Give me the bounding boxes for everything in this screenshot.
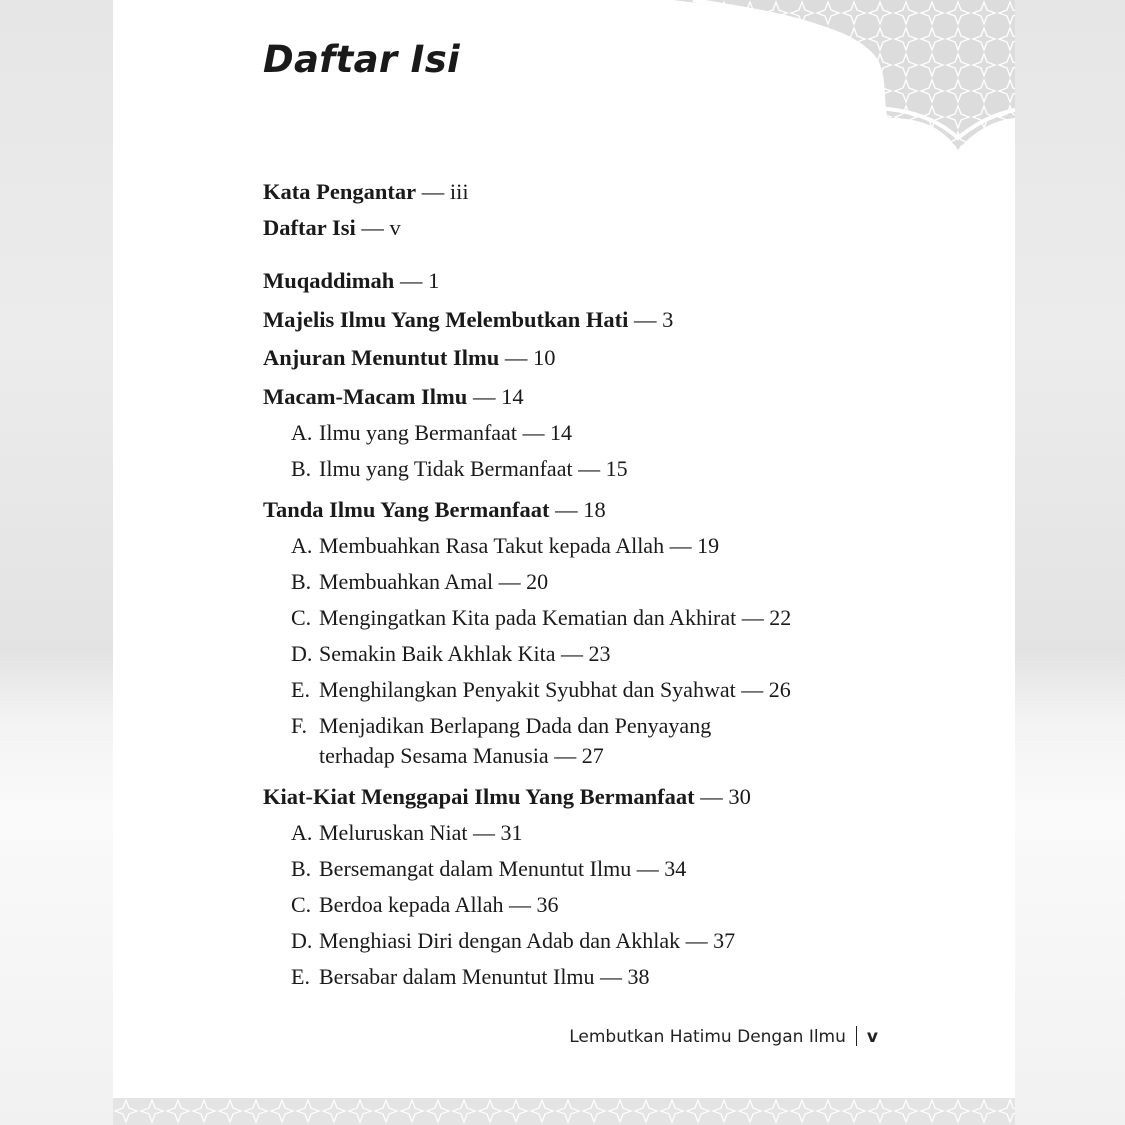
toc-subentry: B. Membuahkan Amal — 20 (291, 569, 549, 594)
toc-entry: Kata Pengantar — iii (263, 179, 469, 204)
toc-entry: Anjuran Menuntut Ilmu — 10 (263, 345, 556, 370)
toc-subentry: D. Semakin Baik Akhlak Kita — 23 (291, 641, 611, 666)
toc-subentry: A. Meluruskan Niat — 31 (291, 820, 523, 845)
toc-entry: Macam-Macam Ilmu — 14 (263, 384, 524, 409)
toc-subentry: C. Mengingatkan Kita pada Kematian dan Akhirat — 22 (291, 605, 792, 630)
toc-entry: Daftar Isi — v (263, 215, 401, 240)
toc-subentry: B. Bersemangat dalam Menuntut Ilmu — 34 (291, 856, 687, 881)
toc-subentry: B. Ilmu yang Tidak Bermanfaat — 15 (291, 456, 628, 481)
toc-subentry: E. Menghilangkan Penyakit Syubhat dan Syahwat — 26 (291, 677, 791, 702)
page-title: Daftar Isi (263, 38, 461, 81)
footer-book-title: Lembutkan Hatimu Dengan Ilmu (569, 1027, 846, 1047)
book-page (113, 0, 1015, 1098)
toc-entry: Majelis Ilmu Yang Melembutkan Hati — 3 (263, 307, 674, 332)
toc-subentry: A. Ilmu yang Bermanfaat — 14 (291, 420, 572, 445)
ornament-corner-decoration (113, 0, 1015, 160)
ornament-bottom-band (113, 1098, 1015, 1125)
toc-subentry: C. Berdoa kepada Allah — 36 (291, 892, 559, 917)
footer-divider (856, 1026, 857, 1046)
toc-subentry: E. Bersabar dalam Menuntut Ilmu — 38 (291, 964, 650, 989)
toc-entry: Tanda Ilmu Yang Bermanfaat — 18 (263, 497, 606, 522)
toc-entry: Kiat-Kiat Menggapai Ilmu Yang Bermanfaat — 30 (263, 784, 751, 809)
footer-page-number: v (866, 1027, 878, 1047)
page-footer (569, 1026, 878, 1047)
toc-subentry: F. Menjadikan Berlapang Dada dan Penyayang terhadap Sesama Manusia — 27 (291, 713, 712, 768)
toc-entry: Muqaddimah — 1 (263, 268, 440, 293)
toc-subentry: D. Menghiasi Diri dengan Adab dan Akhlak — 37 (291, 928, 736, 953)
toc-subentry: A. Membuahkan Rasa Takut kepada Allah — 19 (291, 533, 720, 558)
